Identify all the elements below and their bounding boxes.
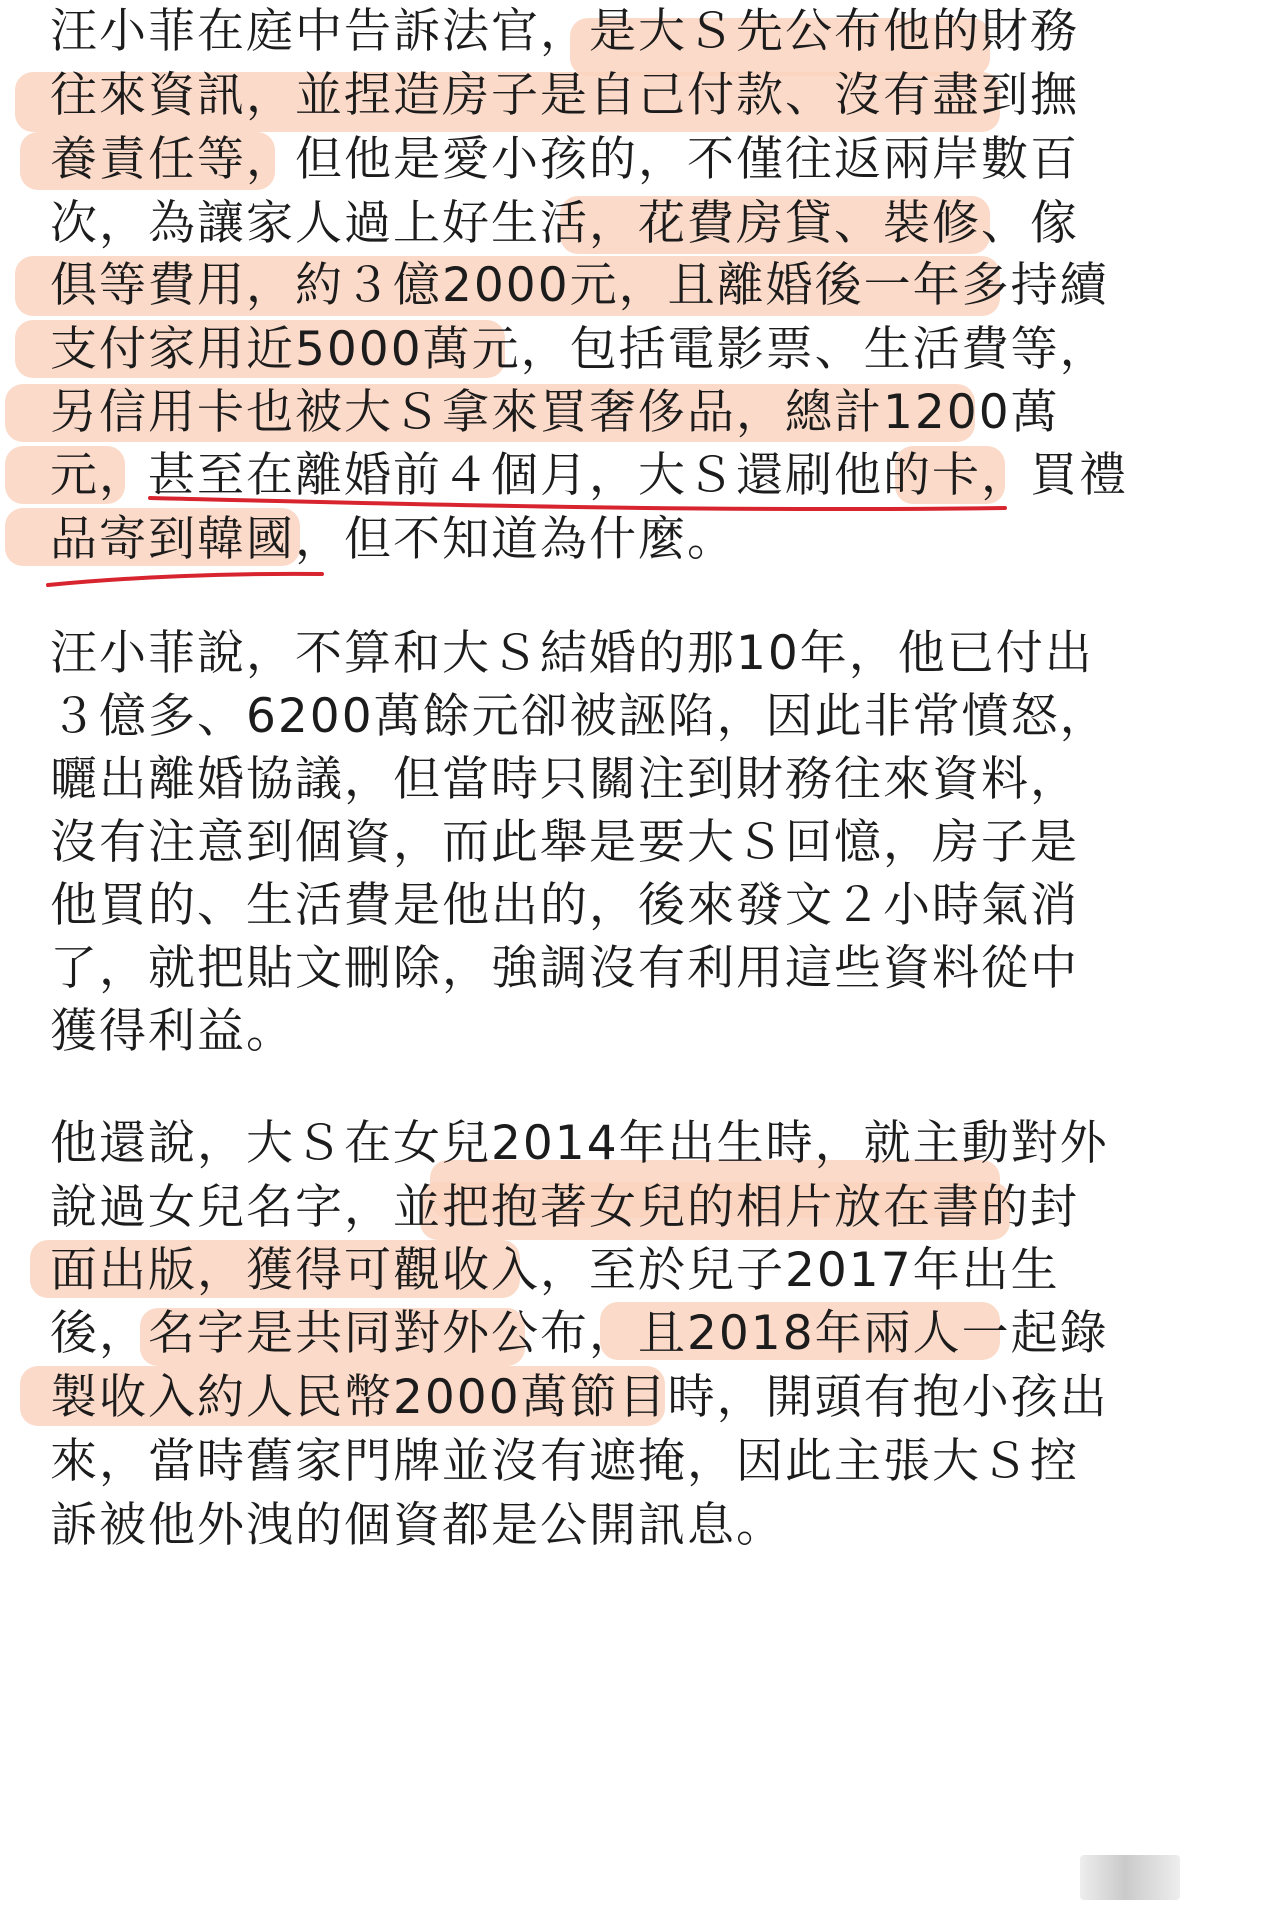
text-line: 沒有注意到個資，而此舉是要大Ｓ回憶，房子是	[50, 815, 1079, 870]
text-line: 他還說，大Ｓ在女兒2014年出生時，就主動對外	[50, 1116, 1109, 1171]
text-line: 支付家用近5000萬元，包括電影票、生活費等，	[50, 322, 1109, 377]
text-line: 訴被他外洩的個資都是公開訊息。	[50, 1498, 785, 1553]
text-line: 養責任等，但他是愛小孩的，不僅往返兩岸數百	[50, 132, 1079, 187]
text-line: 品寄到韓國，但不知道為什麼。	[50, 512, 736, 567]
text-line: 汪小菲在庭中告訴法官，是大Ｓ先公布他的財務	[50, 4, 1079, 59]
text-line: 往來資訊，並捏造房子是自己付款、沒有盡到撫	[50, 68, 1079, 123]
text-line: 另信用卡也被大Ｓ拿來買奢侈品，總計1200萬	[50, 385, 1060, 440]
text-line: 曬出離婚協議，但當時只關注到財務往來資料，	[50, 752, 1079, 807]
text-line: 後，名字是共同對外公布，且2018年兩人一起錄	[50, 1306, 1109, 1361]
text-line: 次，為讓家人過上好生活，花費房貸、裝修、傢	[50, 196, 1079, 251]
text-line: 元，甚至在離婚前４個月，大Ｓ還刷他的卡，買禮	[50, 448, 1128, 503]
text-line: 他買的、生活費是他出的，後來發文２小時氣消	[50, 878, 1079, 933]
text-line: 來，當時舊家門牌並沒有遮掩，因此主張大Ｓ控	[50, 1434, 1079, 1489]
text-line: 面出版，獲得可觀收入，至於兒子2017年出生	[50, 1243, 1060, 1298]
text-line: 獲得利益。	[50, 1004, 295, 1059]
text-line: 了，就把貼文刪除，強調沒有利用這些資料從中	[50, 941, 1079, 996]
text-line: 製收入約人民幣2000萬節目時，開頭有抱小孩出	[50, 1370, 1109, 1425]
text-line: 說過女兒名字，並把抱著女兒的相片放在書的封	[50, 1180, 1079, 1235]
text-line: ３億多、6200萬餘元卻被誣陷，因此非常憤怒，	[50, 689, 1109, 744]
blurred-watermark	[1080, 1855, 1180, 1900]
text-line: 俱等費用，約３億2000元，且離婚後一年多持續	[50, 258, 1109, 313]
text-line: 汪小菲說，不算和大Ｓ結婚的那10年，他已付出	[50, 626, 1094, 681]
